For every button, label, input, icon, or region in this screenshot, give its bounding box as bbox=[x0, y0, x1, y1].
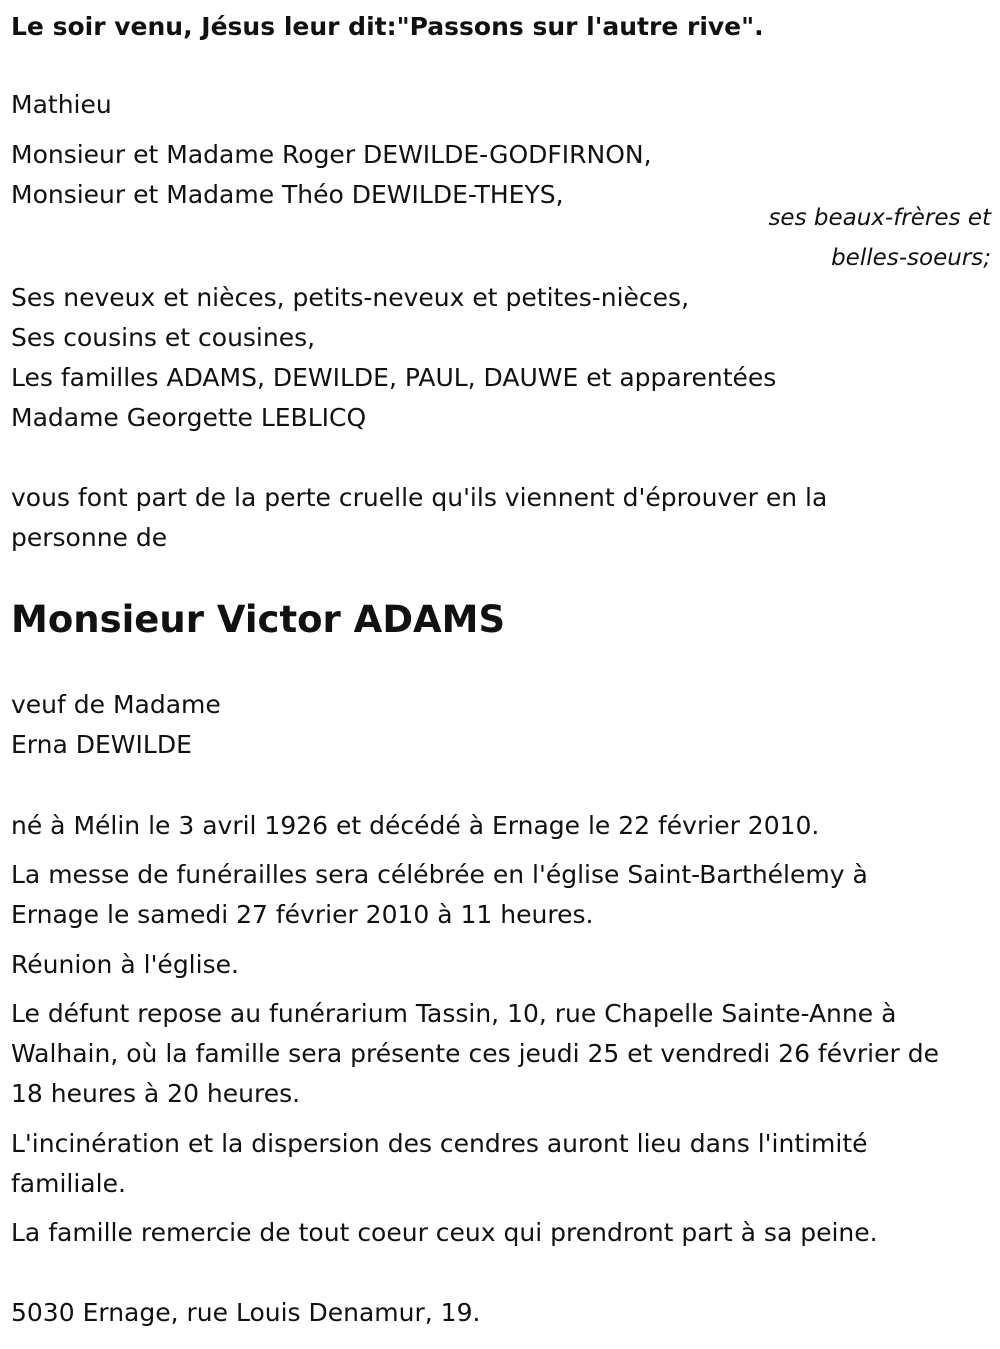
deceased-name: Monsieur Victor ADAMS bbox=[11, 598, 506, 641]
cremation-line1: L'incinération et la dispersion des cendres auront lieu dans l'intimité bbox=[11, 1129, 868, 1158]
family-member-first: Mathieu bbox=[11, 90, 112, 119]
family-couple-1: Monsieur et Madame Roger DEWILDE-GODFIRNON, bbox=[11, 140, 652, 169]
cremation-line2: familiale. bbox=[11, 1169, 126, 1198]
meeting-text: Réunion à l'église. bbox=[11, 950, 239, 979]
quote-heading: Le soir venu, Jésus leur dit:"Passons sur l'autre rive". bbox=[11, 12, 764, 41]
mass-line1: La messe de funérailles sera célébrée en l'église Saint-Barthélemy à bbox=[11, 860, 868, 889]
relation-label-line2: belles-soeurs; bbox=[831, 245, 991, 271]
rest-line1: Le défunt repose au funérarium Tassin, 10, rue Chapelle Sainte-Anne à bbox=[11, 999, 897, 1028]
announcement-line2: personne de bbox=[11, 523, 168, 552]
announcement-line1: vous font part de la perte cruelle qu'ils viennent d'éprouver en la bbox=[11, 483, 828, 512]
widow-line2: Erna DEWILDE bbox=[11, 730, 192, 759]
birth-death-dates: né à Mélin le 3 avril 1926 et décédé à Ernage le 22 février 2010. bbox=[11, 811, 820, 840]
family-other-4: Madame Georgette LEBLICQ bbox=[11, 403, 367, 432]
relation-label-line1: ses beaux-frères et bbox=[768, 205, 991, 231]
family-couple-2: Monsieur et Madame Théo DEWILDE-THEYS, bbox=[11, 180, 564, 209]
family-other-2: Ses cousins et cousines, bbox=[11, 323, 316, 352]
rest-line3: 18 heures à 20 heures. bbox=[11, 1079, 301, 1108]
family-other-3: Les familles ADAMS, DEWILDE, PAUL, DAUWE et apparentées bbox=[11, 363, 777, 392]
mass-line2: Ernage le samedi 27 février 2010 à 11 heures. bbox=[11, 900, 594, 929]
rest-line2: Walhain, où la famille sera présente ces jeudi 25 et vendredi 26 février de bbox=[11, 1039, 939, 1068]
address: 5030 Ernage, rue Louis Denamur, 19. bbox=[11, 1298, 481, 1327]
widow-line1: veuf de Madame bbox=[11, 690, 221, 719]
family-other-1: Ses neveux et nièces, petits-neveux et petites-nièces, bbox=[11, 283, 690, 312]
thanks-text: La famille remercie de tout coeur ceux qui prendront part à sa peine. bbox=[11, 1218, 878, 1247]
